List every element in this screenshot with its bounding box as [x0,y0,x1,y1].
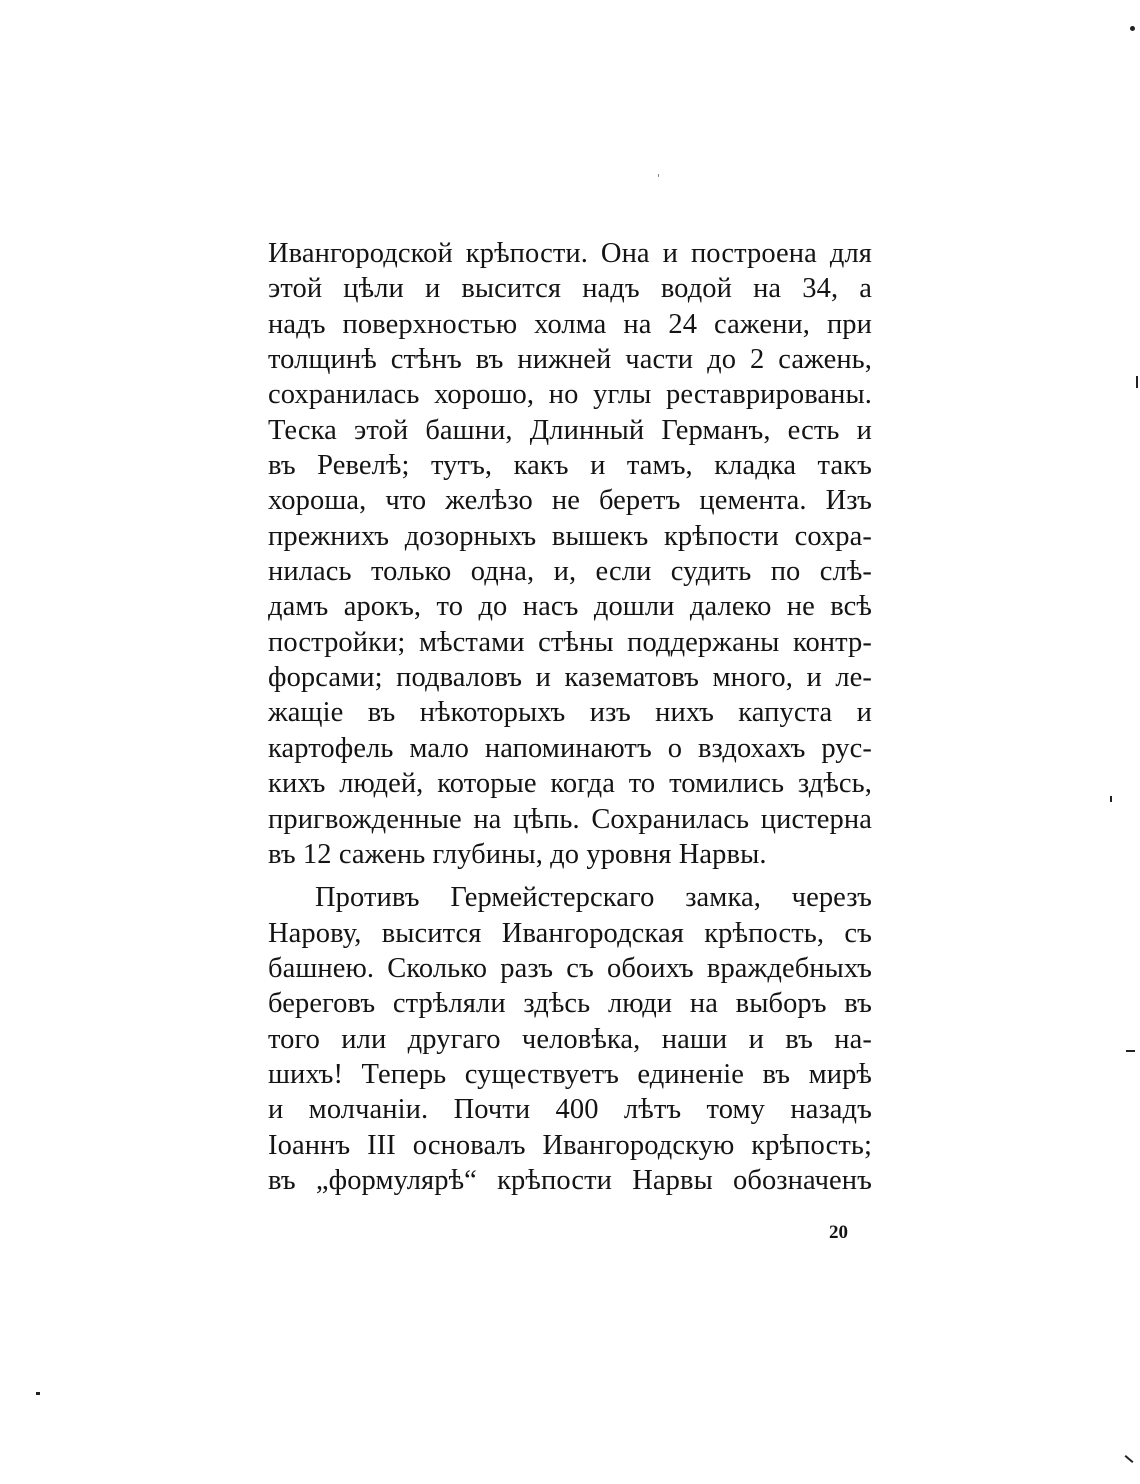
text-line: Іоаннъ III основалъ Ивангородскую крѣпость; [268,1129,872,1161]
body-text [268,236,872,1198]
scan-speck [1130,26,1135,31]
text-line: дамъ арокъ, то до насъ дошли далеко не всѣ [268,591,872,623]
text-line: въ Ревелѣ; тутъ, какъ и тамъ, кладка такъ [268,450,872,482]
text-line: этой цѣли и высится надъ водой на 34, а [268,273,872,305]
text-line: кихъ людей, которые когда то томились здѣсь, [268,768,872,800]
text-line: башнею. Сколько разъ съ обоихъ враждебныхъ [268,952,872,984]
text-line: толщинѣ стѣнъ въ нижней части до 2 сажень, [268,344,872,376]
text-line: картофель мало напоминаютъ о вздохахъ рус- [268,732,872,764]
scan-speck [658,174,659,177]
text-line: въ „формулярѣ“ крѣпости Нарвы обозначенъ [268,1164,872,1196]
text-line: надъ поверхностью холма на 24 сажени, при [268,308,872,340]
text-line: Теска этой башни, Длинный Германъ, есть и [268,414,872,446]
text-line: и молчаніи. Почти 400 лѣтъ тому назадъ [268,1094,872,1126]
paragraph-1 [268,236,872,872]
text-line: постройки; мѣстами стѣны поддержаны контр- [268,626,872,658]
paragraph-2 [268,880,872,1198]
scan-speck [1125,1455,1134,1463]
text-line: того или другаго человѣка, наши и въ на- [268,1023,872,1055]
page-number: 20 [829,1222,848,1243]
scan-speck [1126,1050,1135,1052]
text-line: пригвожденные на цѣпь. Сохранилась цистерна [268,803,872,835]
text-line: сохранилась хорошо, но углы реставрированы. [268,379,872,411]
text-line: жащіе въ нѣкоторыхъ изъ нихъ капуста и [268,697,872,729]
scan-speck [36,1392,40,1395]
text-line: въ 12 сажень глубины, до уровня Нарвы. [268,838,767,870]
text-line: Ивангородской крѣпости. Она и построена для [268,238,872,269]
scan-speck [1136,376,1138,388]
text-line: береговъ стрѣляли здѣсь люди на выборъ въ [268,988,872,1020]
text-line: хороша, что желѣзо не беретъ цемента. Изъ [268,485,872,517]
text-line: Нарову, высится Ивангородская крѣпость, съ [268,917,872,949]
text-line: прежнихъ дозорныхъ вышекъ крѣпости сохра- [268,520,872,552]
text-line: Противъ Гермейстерскаго замка, черезъ [315,882,872,914]
text-line: форсами; подваловъ и казематовъ много, и ле- [268,662,872,694]
scan-speck [1110,796,1112,802]
text-line: шихъ! Теперь существуетъ единеніе въ мирѣ [268,1058,872,1090]
text-line: нилась только одна, и, если судить по слѣ- [268,556,872,588]
